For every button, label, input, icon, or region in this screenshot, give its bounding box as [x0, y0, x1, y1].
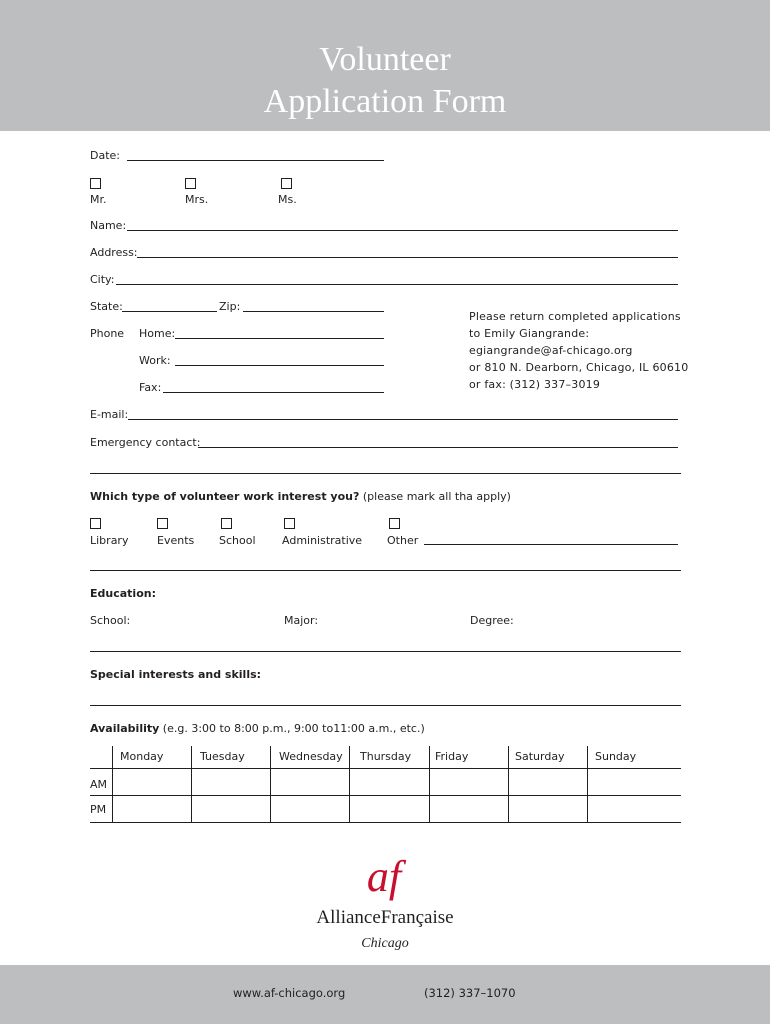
fax-label: Fax: [139, 381, 162, 394]
zip-label: Zip: [219, 300, 241, 313]
grid-divider [587, 746, 588, 823]
degree-field-label: Degree: [470, 614, 514, 627]
name-label: Name: [90, 219, 127, 232]
city-label: City: [90, 273, 115, 286]
ms-label: Ms. [278, 193, 297, 206]
grid-divider [270, 746, 271, 823]
email-label: E-mail: [90, 408, 129, 421]
administrative-label: Administrative [282, 534, 363, 547]
work-phone-label: Work: [139, 354, 171, 367]
form-title-line2: Application Form [263, 83, 507, 120]
footer-bar [0, 965, 770, 1024]
other-checkbox[interactable] [389, 518, 400, 529]
grid-divider [429, 746, 430, 823]
education-heading: Education: [90, 587, 156, 600]
other-label: Other [387, 534, 419, 547]
day-thursday: Thursday [360, 750, 412, 763]
events-checkbox[interactable] [157, 518, 168, 529]
section-divider [90, 651, 681, 652]
svg-text:af: af [366, 852, 402, 901]
availability-heading-note: (e.g. 3:00 to 8:00 p.m., 9:00 to11:00 a.m., etc.) [162, 722, 425, 735]
grid-divider [112, 746, 113, 823]
svg-text:AllianceFrançaise: AllianceFrançaise [316, 907, 454, 928]
mr-checkbox[interactable] [90, 178, 101, 189]
svg-text:Chicago: Chicago [361, 936, 409, 951]
day-saturday: Saturday [515, 750, 565, 763]
af-logo-mark [300, 845, 470, 955]
ms-checkbox[interactable] [281, 178, 292, 189]
home-phone-field[interactable] [175, 338, 384, 339]
address-field[interactable] [137, 257, 678, 258]
phone-label: Phone [90, 327, 125, 340]
interest-question-note: (please mark all tha apply) [362, 490, 511, 503]
home-phone-label: Home: [139, 327, 176, 340]
day-wednesday: Wednesday [279, 750, 343, 763]
library-checkbox[interactable] [90, 518, 101, 529]
date-field[interactable] [127, 160, 384, 161]
section-divider [90, 473, 681, 474]
footer-website[interactable]: www.af-chicago.org [233, 986, 346, 1000]
availability-heading-bold: Availability [90, 722, 160, 735]
row-pm: PM [90, 803, 107, 816]
interest-question [90, 490, 511, 503]
city-field[interactable] [116, 284, 678, 285]
grid-row-line [90, 822, 681, 823]
grid-divider [191, 746, 192, 823]
return-instructions [469, 308, 688, 393]
section-divider [90, 570, 681, 571]
major-field-label: Major: [284, 614, 319, 627]
mrs-label: Mrs. [185, 193, 209, 206]
address-label: Address: [90, 246, 138, 259]
administrative-checkbox[interactable] [284, 518, 295, 529]
grid-header-line [90, 768, 681, 769]
grid-divider [349, 746, 350, 823]
day-friday: Friday [435, 750, 469, 763]
events-label: Events [157, 534, 195, 547]
return-line-1: Please return completed applications [469, 310, 681, 323]
footer-phone: (312) 337–1070 [424, 986, 516, 1000]
grid-row-line [90, 795, 681, 796]
return-address: or 810 N. Dearborn, Chicago, IL 60610 [469, 361, 689, 374]
day-sunday: Sunday [595, 750, 637, 763]
work-phone-field[interactable] [175, 365, 384, 366]
date-label: Date: [90, 149, 120, 162]
other-field[interactable] [424, 544, 678, 545]
emergency-label: Emergency contact: [90, 436, 201, 449]
school-field-label: School: [90, 614, 131, 627]
return-email: egiangrande@af-chicago.org [469, 344, 633, 357]
row-am: AM [90, 778, 108, 791]
section-divider [90, 705, 681, 706]
school-checkbox[interactable] [221, 518, 232, 529]
fax-field[interactable] [163, 392, 384, 393]
name-field[interactable] [127, 230, 678, 231]
library-label: Library [90, 534, 129, 547]
day-monday: Monday [120, 750, 164, 763]
header-banner [0, 0, 770, 131]
zip-field[interactable] [243, 311, 384, 312]
grid-divider [508, 746, 509, 823]
day-tuesday: Tuesday [200, 750, 245, 763]
return-fax: or fax: (312) 337–3019 [469, 378, 601, 391]
mr-label: Mr. [90, 193, 107, 206]
interest-question-bold: Which type of volunteer work interest you? [90, 490, 360, 503]
emergency-field[interactable] [198, 447, 678, 448]
alliance-francaise-logo [300, 845, 470, 955]
return-line-2: to Emily Giangrande: [469, 327, 590, 340]
form-title-line1: Volunteer [319, 41, 451, 78]
state-label: State: [90, 300, 123, 313]
school-label: School [219, 534, 256, 547]
state-field[interactable] [122, 311, 217, 312]
email-field[interactable] [128, 419, 678, 420]
skills-heading: Special interests and skills: [90, 668, 262, 681]
availability-heading [90, 722, 425, 735]
mrs-checkbox[interactable] [185, 178, 196, 189]
